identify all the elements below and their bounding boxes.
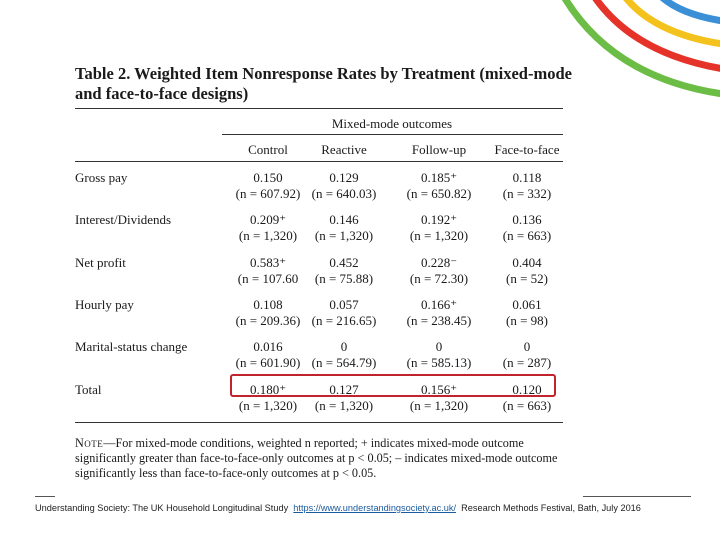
arc-red	[590, 0, 720, 70]
n-control: (n = 1,320)	[238, 398, 298, 413]
header-rule	[75, 161, 563, 162]
n-follow-up: (n = 238.45)	[406, 313, 472, 328]
rate-control: 0.583⁺	[249, 255, 287, 270]
rate-face-to-face: 0.118	[512, 170, 542, 185]
table-title-line-1: Table 2. Weighted Item Nonresponse Rates by Treatment (mixed-mode	[75, 64, 572, 83]
n-reactive: (n = 1,320)	[314, 398, 374, 413]
rate-follow-up: 0.185⁺	[420, 170, 458, 185]
footer-study-name: Understanding Society: The UK Household Longitudinal Study	[35, 503, 289, 513]
footer-tick-left	[35, 496, 55, 497]
n-reactive: (n = 564.79)	[311, 355, 377, 370]
n-reactive: (n = 640.03)	[311, 186, 377, 201]
n-control: (n = 1,320)	[238, 228, 298, 243]
table-title-line-2: and face-to-face designs)	[75, 84, 249, 103]
n-reactive: (n = 216.65)	[311, 313, 377, 328]
rate-face-to-face: 0.136	[512, 212, 542, 227]
column-header-reactive: Reactive	[321, 142, 367, 157]
rate-control: 0.150	[253, 170, 283, 185]
row-label: Marital-status change	[75, 339, 188, 354]
group-header-rule	[222, 134, 563, 135]
table-title	[75, 64, 575, 104]
n-control: (n = 607.92)	[235, 186, 301, 201]
n-face-to-face: (n = 663)	[502, 228, 552, 243]
n-follow-up: (n = 650.82)	[406, 186, 472, 201]
footer-tick-right	[583, 496, 691, 497]
note-text: —For mixed-mode conditions, weighted n reported; + indicates mixed-mode outcome significantly greater than face-to-face-only outcomes at p < 0.05; – indicates mixed-mode outcome significantly less than face-to-face-only outcomes at p < 0.05.	[75, 436, 558, 480]
column-header-follow-up: Follow-up	[411, 142, 467, 157]
rate-follow-up: 0.228⁻	[420, 255, 458, 270]
rate-follow-up: 0	[435, 339, 443, 354]
n-control: (n = 107.60	[237, 271, 299, 286]
row-label: Total	[75, 382, 102, 397]
table-note	[75, 436, 567, 481]
row-label: Net profit	[75, 255, 126, 270]
n-control: (n = 209.36)	[235, 313, 301, 328]
rate-control: 0.209⁺	[249, 212, 287, 227]
n-face-to-face: (n = 663)	[502, 398, 552, 413]
total-row-highlight	[230, 374, 556, 397]
n-reactive: (n = 1,320)	[314, 228, 374, 243]
footer-link[interactable]: https://www.understandingsociety.ac.uk/	[293, 503, 457, 513]
rate-reactive: 0.452	[329, 255, 359, 270]
column-header-control: Control	[248, 142, 288, 157]
n-face-to-face: (n = 98)	[506, 313, 548, 328]
n-face-to-face: (n = 287)	[502, 355, 552, 370]
footer-event: Research Methods Festival, Bath, July 2016	[461, 503, 641, 513]
rate-control: 0.180⁺	[249, 382, 287, 397]
n-reactive: (n = 75.88)	[314, 271, 374, 286]
rate-follow-up: 0.166⁺	[420, 297, 458, 312]
group-header: Mixed-mode outcomes	[331, 116, 453, 131]
row-label: Hourly pay	[75, 297, 134, 312]
note-label: Note	[75, 436, 104, 450]
rate-follow-up: 0.192⁺	[420, 212, 458, 227]
n-follow-up: (n = 585.13)	[406, 355, 472, 370]
footer	[35, 503, 705, 513]
n-face-to-face: (n = 332)	[502, 186, 552, 201]
rate-reactive: 0	[340, 339, 348, 354]
rate-follow-up: 0.156⁺	[420, 382, 458, 397]
rate-face-to-face: 0.120	[512, 382, 542, 397]
rate-reactive: 0.146	[329, 212, 359, 227]
row-label: Interest/Dividends	[75, 212, 172, 227]
rate-reactive: 0.127	[329, 382, 359, 397]
n-control: (n = 601.90)	[235, 355, 301, 370]
rate-control: 0.016	[253, 339, 283, 354]
n-follow-up: (n = 1,320)	[409, 228, 469, 243]
rate-face-to-face: 0.061	[512, 297, 542, 312]
rate-face-to-face: 0.404	[512, 255, 542, 270]
rate-control: 0.108	[253, 297, 283, 312]
rate-reactive: 0.057	[329, 297, 359, 312]
n-face-to-face: (n = 52)	[506, 271, 548, 286]
rate-face-to-face: 0	[523, 339, 531, 354]
top-rule	[75, 108, 563, 109]
column-header-face-to-face: Face-to-face	[494, 142, 560, 157]
bottom-rule	[75, 422, 563, 423]
arc-blue	[655, 0, 720, 22]
rate-reactive: 0.129	[329, 170, 359, 185]
row-label: Gross pay	[75, 170, 128, 185]
n-follow-up: (n = 72.30)	[409, 271, 469, 286]
n-follow-up: (n = 1,320)	[409, 398, 469, 413]
